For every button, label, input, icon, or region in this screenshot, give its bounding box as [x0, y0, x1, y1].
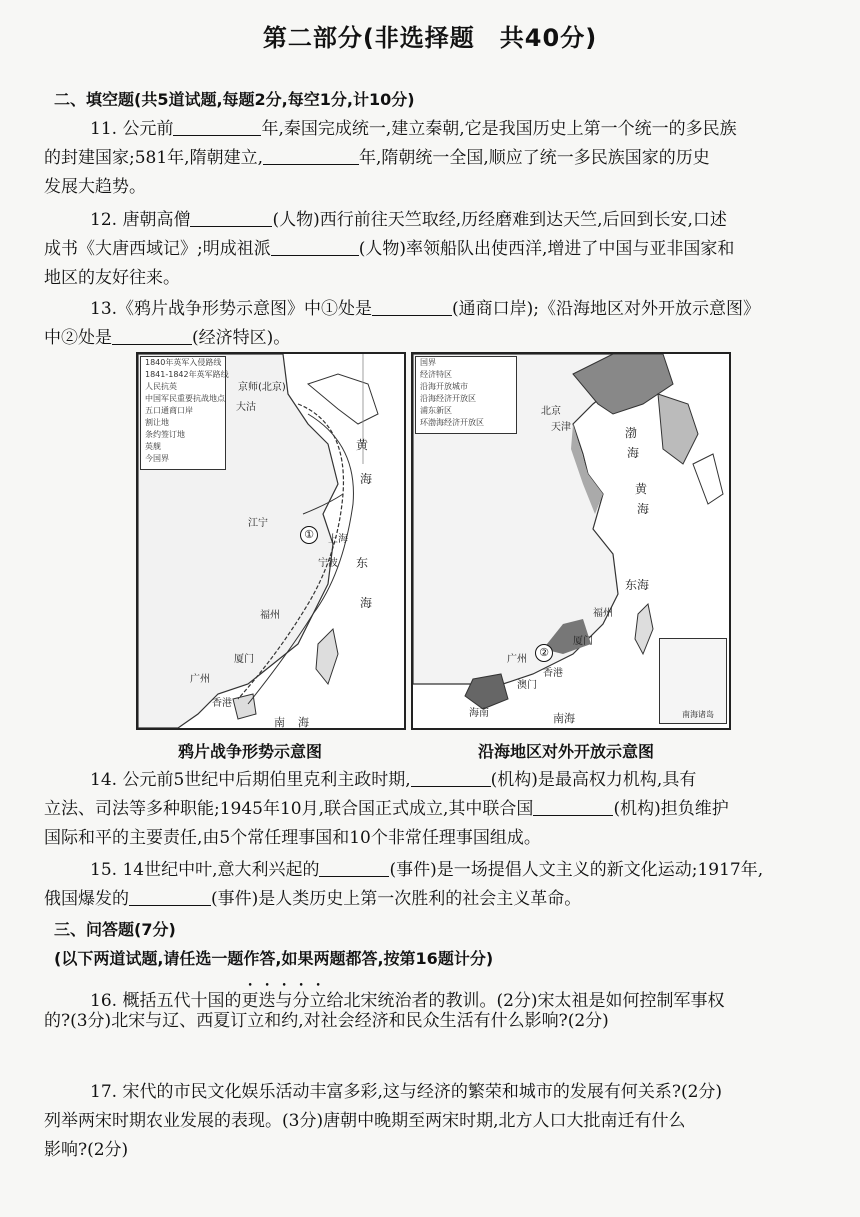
legend-item: 1840年英军入侵路线 — [145, 358, 222, 367]
legend-item: 中国军民重要抗战地点 — [145, 394, 225, 403]
map-label: 南 — [274, 716, 285, 729]
q12-text: 12. 唐朝高僧 — [90, 210, 191, 230]
map-label: 海 — [637, 502, 650, 516]
opium-war-caption: 鸦片战争形势示意图 — [178, 742, 323, 761]
q11-blank-1[interactable] — [173, 120, 261, 136]
map-label: 南海 — [553, 712, 575, 725]
map-label: 福州 — [593, 608, 613, 619]
page-title: 第二部分(非选择题 共40分) — [262, 24, 598, 52]
map-label: 海 — [360, 472, 373, 486]
legend-item: 沿海经济开放区 — [420, 394, 476, 403]
map-label: 江宁 — [248, 518, 268, 529]
legend-item: 环渤海经济开放区 — [420, 418, 484, 427]
q16-emphasis: 更迭与分立 — [241, 991, 327, 1011]
map-label: 澳门 — [517, 680, 537, 691]
map-label: 海 — [627, 446, 640, 460]
q16-text: 16. 概括五代十国的 — [90, 991, 242, 1011]
map-label: 大沽 — [236, 402, 256, 413]
q11-line2 — [44, 148, 710, 168]
opium-war-legend — [140, 356, 229, 470]
q13-text: (经济特区)。 — [192, 328, 291, 348]
q15-line1 — [90, 860, 763, 880]
q17-line2: 列举两宋时期农业发展的表现。(3分)唐朝中晚期至两宋时期,北方人口大批南迁有什么 — [44, 1111, 686, 1131]
q14-text: 立法、司法等多种职能;1945年10月,联合国正式成立,其中联合国 — [44, 799, 534, 819]
q15-blank-1[interactable] — [319, 861, 389, 877]
q17-line3: 影响?(2分) — [44, 1140, 129, 1160]
legend-item: 经济特区 — [420, 370, 452, 379]
map-label: 海 — [298, 716, 309, 729]
q16-line1 — [90, 981, 725, 1011]
q13-blank-1[interactable] — [372, 300, 452, 316]
q16-text: 给北宋统治者的教训。(2分)宋太祖是如何控制军事权 — [326, 991, 725, 1011]
section2-heading: 二、填空题(共5道试题,每题2分,每空1分,计10分) — [54, 90, 415, 109]
q14-text: (机构)担负维护 — [613, 799, 729, 819]
map-label: 福州 — [260, 610, 280, 621]
q13-line1 — [90, 299, 760, 319]
map-label: 黄 — [356, 438, 369, 452]
map-label: 黄 — [635, 482, 648, 496]
q11-line1 — [90, 119, 737, 139]
legend-item: 1841-1842年英军路线 — [145, 370, 229, 379]
map-label: 香港 — [543, 668, 563, 679]
q13-text: 13.《鸦片战争形势示意图》中①处是 — [90, 299, 373, 319]
map-label: 海南 — [469, 708, 489, 719]
q15-text: 15. 14世纪中叶,意大利兴起的 — [90, 860, 320, 880]
marker-1: ① — [300, 526, 318, 544]
coastal-opening-map — [411, 352, 731, 730]
q14-line3: 国际和平的主要责任,由5个常任理事国和10个非常任理事国组成。 — [44, 828, 541, 848]
q13-line2 — [44, 328, 290, 348]
q12-line3: 地区的友好往来。 — [44, 268, 180, 288]
legend-item: 人民抗英 — [145, 382, 177, 391]
q11-text: 的封建国家;581年,隋朝建立, — [44, 148, 263, 168]
q12-text: (人物)率领船队出使西洋,增进了中国与亚非国家和 — [358, 239, 735, 259]
map-label: 北京 — [541, 406, 561, 417]
q11-text: 年,隋朝统一全国,顺应了统一多民族国家的历史 — [358, 148, 710, 168]
map-label: 上海 — [328, 534, 348, 545]
q14-blank-1[interactable] — [411, 771, 491, 787]
q15-line2 — [44, 889, 581, 909]
q12-blank-2[interactable] — [271, 240, 359, 256]
opium-war-map — [136, 352, 406, 730]
map-label: 海 — [360, 596, 373, 610]
q16-line2: 的?(3分)北宋与辽、西夏订立和约,对社会经济和民众生活有什么影响?(2分) — [44, 1011, 609, 1031]
q17-line1: 17. 宋代的市民文化娱乐活动丰富多彩,这与经济的繁荣和城市的发展有何关系?(2分) — [90, 1082, 723, 1102]
q15-blank-2[interactable] — [129, 890, 211, 906]
map-label: 京师(北京) — [238, 382, 286, 393]
map-label: 东 — [356, 556, 369, 570]
q11-text: 年,秦国完成统一,建立秦朝,它是我国历史上第一个统一的多民族 — [261, 119, 737, 139]
map-label: 厦门 — [234, 654, 254, 665]
q14-blank-2[interactable] — [533, 800, 613, 816]
q12-text: (人物)西行前往天竺取经,历经磨难到达天竺,后回到长安,口述 — [272, 210, 727, 230]
map-label: 厦门 — [573, 636, 593, 647]
q15-text: (事件)是一场提倡人文主义的新文化运动;1917年, — [389, 860, 764, 880]
section3-note: (以下两道试题,请任选一题作答,如果两题都答,按第16题计分) — [54, 949, 494, 968]
map-label: 渤 — [625, 426, 638, 440]
legend-item: 浦东新区 — [420, 406, 452, 415]
map-label: 东海 — [625, 578, 650, 592]
map-label: 广州 — [190, 674, 210, 685]
legend-item: 条约签订地 — [145, 430, 185, 439]
q11-blank-2[interactable] — [263, 149, 359, 165]
q14-line2 — [44, 799, 729, 819]
q11-line3: 发展大趋势。 — [44, 177, 146, 197]
q15-text: (事件)是人类历史上第一次胜利的社会主义革命。 — [211, 889, 582, 909]
q13-text: 中②处是 — [44, 328, 112, 348]
coastal-opening-caption: 沿海地区对外开放示意图 — [478, 742, 655, 761]
south-sea-inset — [659, 638, 727, 724]
legend-item: 英舰 — [145, 442, 161, 451]
q12-line2 — [44, 239, 734, 259]
section3-heading: 三、问答题(7分) — [54, 920, 176, 939]
q14-line1 — [90, 770, 696, 790]
legend-item: 国界 — [420, 358, 436, 367]
q12-line1 — [90, 210, 727, 230]
legend-item: 沿海开放城市 — [420, 382, 468, 391]
q14-text: (机构)是最高权力机构,具有 — [490, 770, 697, 790]
map-label: 广州 — [507, 654, 527, 665]
map-label: 宁波 — [318, 558, 338, 569]
map-label: 香港 — [212, 698, 232, 709]
legend-item: 今国界 — [145, 454, 169, 463]
map-label: 天津 — [551, 422, 571, 433]
map-label: 南海诸岛 — [682, 710, 714, 719]
legend-item: 五口通商口岸 — [145, 406, 193, 415]
q12-blank-1[interactable] — [190, 211, 272, 227]
q13-text: (通商口岸);《沿海地区对外开放示意图》 — [452, 299, 761, 319]
q13-blank-2[interactable] — [112, 329, 192, 345]
q14-text: 14. 公元前5世纪中后期伯里克利主政时期, — [90, 770, 411, 790]
marker-2: ② — [535, 644, 553, 662]
q12-text: 成书《大唐西域记》;明成祖派 — [44, 239, 271, 259]
legend-item: 割让地 — [145, 418, 169, 427]
q11-text: 11. 公元前 — [90, 119, 174, 139]
q15-text: 俄国爆发的 — [44, 889, 129, 909]
coastal-legend — [415, 356, 517, 434]
